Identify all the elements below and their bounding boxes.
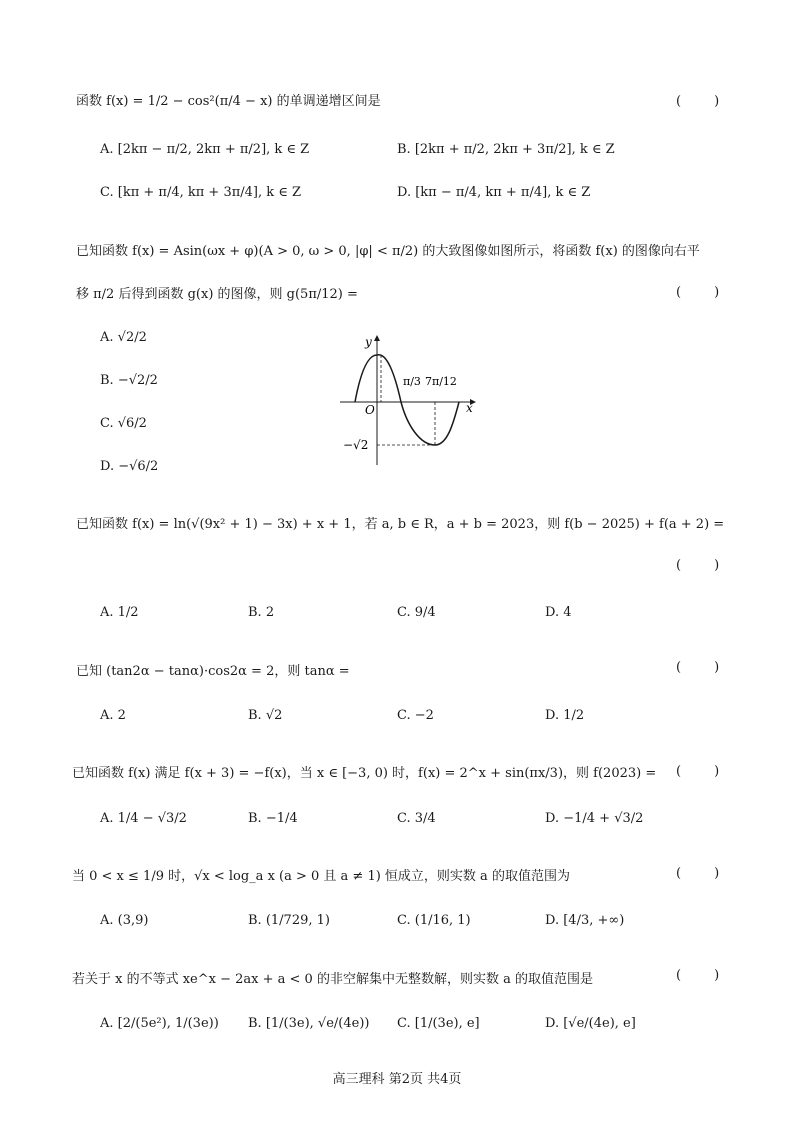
question-8-stem: 已知函数 f(x) = ln(√(9x² + 1) − 3x) + x + 1，若 a, b ∈ R，a + b = 2023，则 f(b − 2025) + f(a + 2) =: [76, 517, 725, 532]
question-7-stem-line1: 已知函数 f(x) = Asin(ωx + φ)(A > 0, ω > 0, |φ| < π/2) 的大致图像如图所示，将函数 f(x) 的图像向右平: [76, 244, 700, 259]
q12-option-a: A. [2/(5e²), 1/(3e)): [100, 1016, 219, 1031]
answer-paren: ( ): [676, 94, 720, 109]
q8-option-b: B. 2: [248, 605, 275, 620]
answer-paren: ( ): [676, 558, 720, 573]
q9-option-d: D. 1/2: [545, 708, 585, 723]
answer-paren: ( ): [676, 660, 720, 675]
q7-option-b: B. −√2/2: [100, 373, 158, 388]
q11-option-d: D. [4/3, +∞): [545, 913, 625, 928]
q11-option-b: B. (1/729, 1): [248, 913, 330, 928]
y-axis-label: y: [365, 335, 372, 349]
origin-label: O: [365, 403, 375, 417]
question-10-stem: 已知函数 f(x) 满足 f(x + 3) = −f(x)，当 x ∈ [−3, 0) 时，f(x) = 2^x + sin(πx/3)，则 f(2023) =: [72, 766, 657, 781]
q8-option-d: D. 4: [545, 605, 572, 620]
q9-option-c: C. −2: [397, 708, 434, 723]
question-6-stem: 函数 f(x) = 1/2 − cos²(π/4 − x) 的单调递增区间是: [76, 94, 381, 109]
q7-option-c: C. √6/2: [100, 416, 147, 431]
sine-curve: [355, 355, 459, 445]
q6-option-b: B. [2kπ + π/2, 2kπ + 3π/2], k ∈ Z: [397, 142, 615, 157]
q9-option-b: B. √2: [248, 708, 283, 723]
q7-option-a: A. √2/2: [100, 330, 147, 345]
question-11-stem: 当 0 < x ≤ 1/9 时，√x < log_a x (a > 0 且 a ≠ 1) 恒成立，则实数 a 的取值范围为: [72, 869, 570, 884]
q12-option-d: D. [√e/(4e), e]: [545, 1016, 636, 1031]
question-9-stem: 已知 (tan2α − tanα)·cos2α = 2，则 tanα =: [76, 664, 350, 679]
tick-7pi-12: 7π/12: [425, 375, 457, 388]
page-footer: 高三理科 第2页 共4页: [332, 1072, 462, 1087]
q12-option-c: C. [1/(3e), e]: [397, 1016, 480, 1031]
q10-option-d: D. −1/4 + √3/2: [545, 811, 644, 826]
question-12-stem: 若关于 x 的不等式 xe^x − 2ax + a < 0 的非空解集中无整数解，则实数 a 的取值范围是: [72, 972, 593, 987]
q7-option-d: D. −√6/2: [100, 459, 159, 474]
q11-option-c: C. (1/16, 1): [397, 913, 471, 928]
answer-paren: ( ): [676, 866, 720, 881]
x-axis-label: x: [466, 401, 473, 415]
q11-option-a: A. (3,9): [100, 913, 149, 928]
q6-option-d: D. [kπ − π/4, kπ + π/4], k ∈ Z: [397, 185, 591, 200]
answer-paren: ( ): [676, 764, 720, 779]
q6-option-a: A. [2kπ − π/2, 2kπ + π/2], k ∈ Z: [100, 142, 310, 157]
q9-option-a: A. 2: [100, 708, 126, 723]
tick-pi-3: π/3: [403, 375, 421, 388]
q8-option-c: C. 9/4: [397, 605, 436, 620]
min-value-label: −√2: [343, 438, 369, 452]
q6-option-c: C. [kπ + π/4, kπ + 3π/4], k ∈ Z: [100, 185, 302, 200]
question-7-stem-line2: 移 π/2 后得到函数 g(x) 的图像，则 g(5π/12) =: [76, 287, 358, 302]
q8-option-a: A. 1/2: [100, 605, 139, 620]
answer-paren: ( ): [676, 285, 720, 300]
q10-option-b: B. −1/4: [248, 811, 298, 826]
q10-option-c: C. 3/4: [397, 811, 436, 826]
answer-paren: ( ): [676, 968, 720, 983]
sine-graph-figure: [335, 330, 485, 470]
q10-option-a: A. 1/4 − √3/2: [100, 811, 187, 826]
q12-option-b: B. [1/(3e), √e/(4e)): [248, 1016, 370, 1031]
